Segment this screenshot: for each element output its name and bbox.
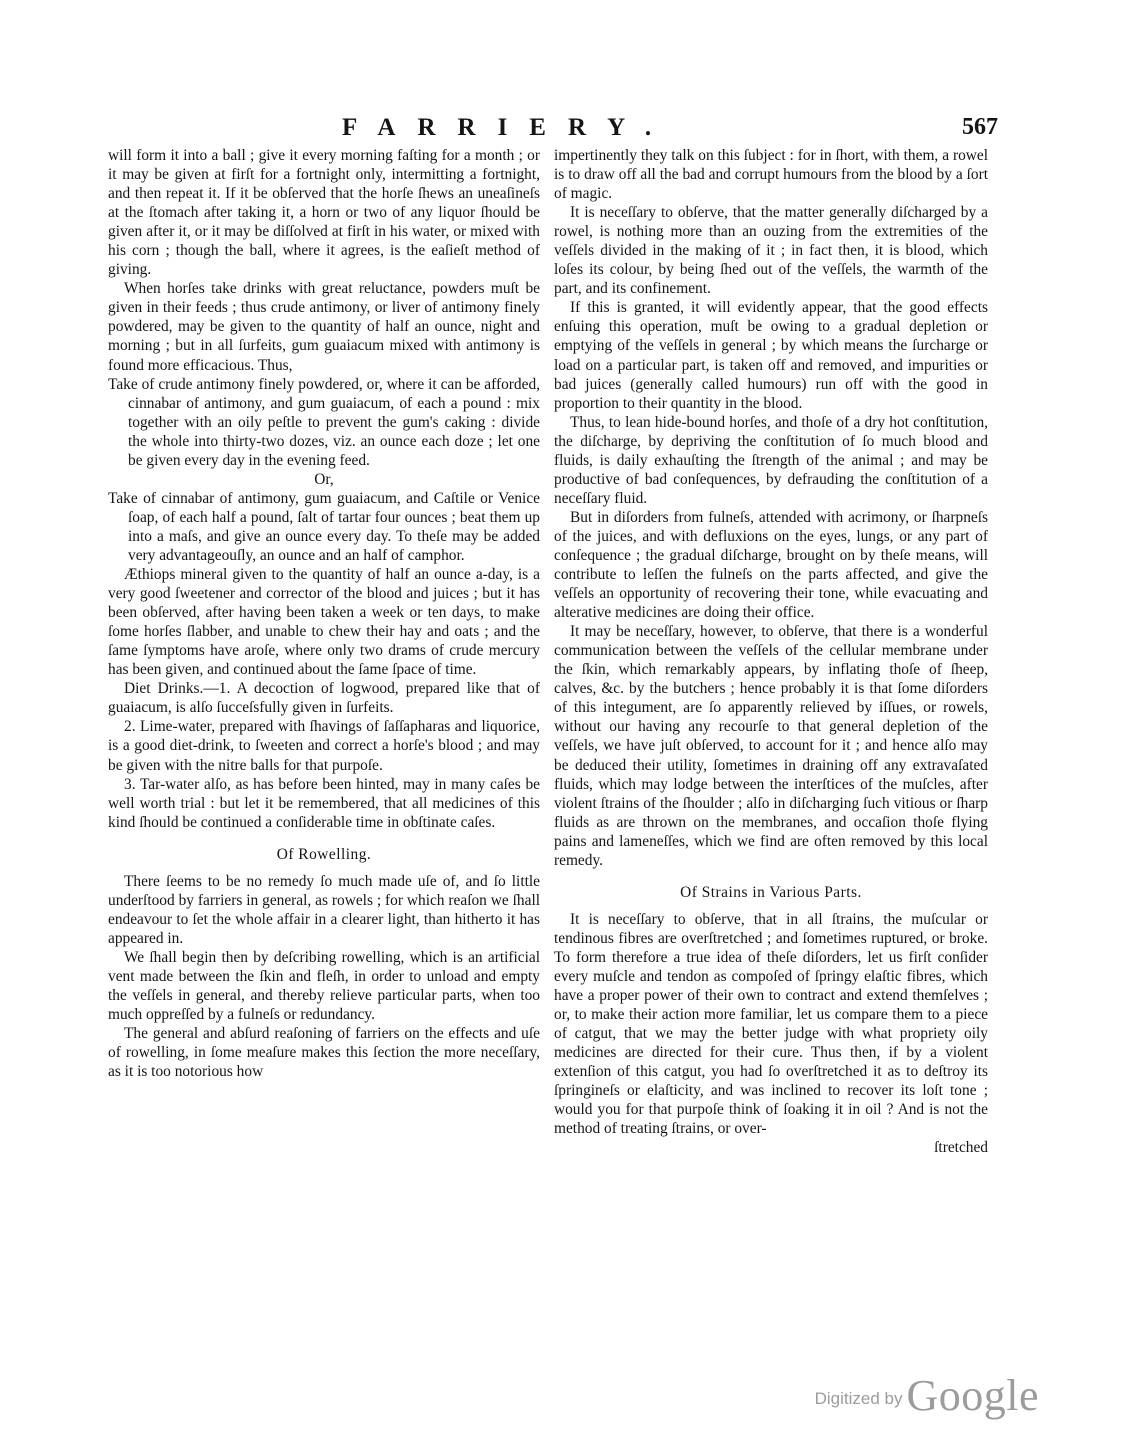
right-column-paragraph: It may be neceſſary, however, to obſerve, that there is a wonderful communication between the veſſels of the cellular membrane under the ſkin, which remarkably appears, by inflating thoſe of ſheep, calves, &c. by the butchers ; hence probably it is that ſome diſorders of this integument, are ſo apparently relieved by iſſues, or rowels, without our having any recourſe to that general depletion of the veſſels, we have juſt obſerved, to account for it ; and hence alſo may be deduced their utility, ſometimes in draining off any extravaſated fluids, which may lodge between the interſtices of the muſcles, after violent ſtrains of the ſhoulder ; alſo in diſcharging ſuch vitious or ſharp fluids as are thrown on the membranes, and occaſion thoſe flying pains and lameneſſes, which we find are often removed by this local remedy. [554,623,988,869]
right-column-paragraph: ſtretched [934,1139,988,1157]
left-column-paragraph: 2. Lime-water, prepared with ſhavings of ſaſſapharas and liquorice, is a good diet-drink, to ſweeten and correct a horſe's blood ; and may be given with the nitre balls for that purpoſe. [108,718,540,774]
google-logo: Google [906,1371,1039,1420]
page-number: 567 [962,114,998,140]
left-column-paragraph: Take of crude antimony finely powdered, or, where it can be afforded, cinnabar of antimony, and gum guaiacum, of each a pound : mix together with an oily peſtle to prevent the gum's caking : divide the whole into thirty-two dozes, viz. an ounce each doze ; let one be given every day in the evening feed. [108,375,540,469]
digitized-by-google-watermark [815,1370,1039,1421]
right-column-paragraph: If this is granted, it will evidently appear, that the good effects enſuing this operation, muſt be owing to a gradual depletion or emptying of the veſſels in general ; by which means the ſurcharge or load on a particular part, is taken off and removed, and impurities or bad juices (generally called humours) run off with the good in proportion to their quantity in the blood. [554,299,988,412]
right-column-paragraph: It is neceſſary to obſerve, that in all ſtrains, the muſcular or tendinous fibres are overſtretched ; and ſometimes ruptured, or broke. To form therefore a true idea of theſe diſorders, let us firſt conſider every muſcle and tendon as compoſed of ſpringy elaſtic fibres, which have a proper power of their own to contract and extend themſelves ; or, to make their action more familiar, let us compare them to a piece of catgut, that we may the better judge with what propriety oily medicines are directed for their cure. Thus then, if by a violent extenſion of this catgut, you had ſo overſtretched it as to deſtroy its ſpringineſs or elaſticity, and was inclined to recover its loſt tone ; would you for that purpoſe think of ſoaking it in oil ? And is not the method of treating ſtrains, or over- [554,910,988,1138]
left-column-paragraph: There ſeems to be no remedy ſo much made uſe of, and ſo little underſtood by farriers in general, as rowels ; for which reaſon we ſhall endeavour to ſet the whole affair in a clearer light, than hitherto it has appeared in. [108,872,540,947]
left-column-paragraph: When horſes take drinks with great reluctance, powders muſt be given in their feeds ; thus crude antimony, or liver of antimony finely powdered, may be given to the quantity of half an ounce, night and morning ; but in all ſurfeits, gum guaiacum mixed with antimony is found more efficacious. Thus, [108,280,540,374]
running-title: FARRIERY. [342,114,674,141]
left-column-paragraph: 3. Tar-water alſo, as has before been hinted, may in many caſes be well worth trial : but let it be remembered, that all medicines of this kind ſhould be continued a conſiderable time in obſtinate caſes. [108,775,540,831]
left-column-paragraph: Æthiops mineral given to the quantity of half an ounce a-day, is a very good ſweetener and corrector of the blood and juices ; but it has been obſerved, after having been taken a week or ten days, to make ſome horſes ſlabber, and unable to chew their hay and oats ; and the ſame ſymptoms have aroſe, where only two drams of crude mercury has been given, and continued about the ſame ſpace of time. [108,566,540,679]
right-column-paragraph: It is neceſſary to obſerve, that the matter generally diſcharged by a rowel, is nothing more than an ouzing from the extremities of the veſſels divided in the making of it ; in fact then, it is blood, which loſes its colour, by being ſhed out of the veſſels, the warmth of the part, and its confinement. [554,204,988,298]
digitized-by-label: Digitized by [814,1389,903,1408]
left-text-column [108,146,540,1081]
left-column-paragraph: Take of cinnabar of antimony, gum guaiacum, and Caſtile or Venice ſoap, of each half a pound, ſalt of tartar four ounces ; beat them up into a maſs, and give an ounce every day. To theſe may be added very advantageouſly, an ounce and an half of camphor. [108,489,540,564]
left-column-paragraph: will form it into a ball ; give it every morning faſting for a month ; or it may be given at firſt for a fortnight only, intermitting a fortnight, and then repeat it. If it be obſerved that the horſe ſhews an uneaſineſs at the ſtomach after taking it, a horn or two of any liquor ſhould be given after it, or it may be diſſolved at firſt in his water, or mixed with his corn ; though the ball, where it agrees, is the eaſieſt method of giving. [108,147,540,279]
page-header [110,114,998,144]
right-column-paragraph: Thus, to lean hide-bound horſes, and thoſe of a dry hot conſtitution, the diſcharge, by depriving the conſtitution of ſo much blood and fluids, is daily exhauſting the ſtrength of the animal ; and may be productive of bad conſequences, by defrauding the conſtitution of a neceſſary fluid. [554,413,988,507]
left-column-paragraph: Diet Drinks.—1. A decoction of logwood, prepared like that of guaiacum, is alſo ſucceſsfully given in ſurfeits. [108,680,540,717]
right-text-column [554,146,988,1157]
left-column-paragraph: We ſhall begin then by deſcribing rowelling, which is an artificial vent made between the ſkin and fleſh, in order to unload and empty the veſſels in general, and thereby relieve particular parts, when too much oppreſſed by a fulneſs or redundancy. [108,948,540,1024]
right-column-paragraph: But in diſorders from fulneſs, attended with acrimony, or ſharpneſs of the juices, and with defluxions on the eyes, lungs, or any part of conſequence ; the gradual diſcharge, brought on by theſe means, will contribute to leſſen the fulneſs on the parts affected, and give the veſſels an opportunity of recovering their tone, while evacuating and alterative medicines are doing their office. [554,508,988,622]
section-heading: Of Strains in Various Parts. [680,883,862,901]
right-column-paragraph: impertinently they talk on this ſubject : for in ſhort, with them, a rowel is to draw off all the bad and corrupt humours from the blood by a ſort of magic. [554,147,988,203]
recipe-separator: Or, [314,470,334,488]
section-heading: Of Rowelling. [276,845,372,863]
left-column-paragraph: The general and abſurd reaſoning of farriers on the effects and uſe of rowelling, in ſome meaſure makes this ſection the more neceſſary, as it is too notorious how [108,1025,540,1081]
